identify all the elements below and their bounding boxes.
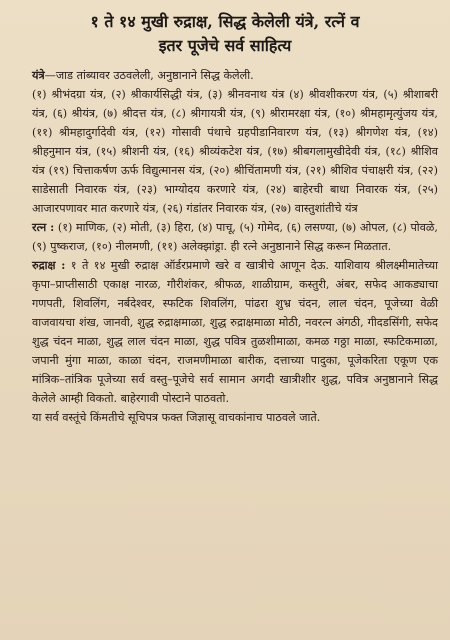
title-line-2: इतर पूजेचे सर्व साहित्य (158, 36, 292, 55)
yantre-intro-text: —जाड तांब्यावर उठवलेली, अनुष्ठानाने सिद्ध केलेली. (44, 69, 254, 82)
footer-note (12, 408, 438, 427)
rudraksha-label: रुद्राक्ष : (32, 258, 66, 272)
yantre-intro-paragraph (12, 66, 438, 85)
ratne-label: रत्न : (32, 220, 55, 234)
ratne-text: (१) माणिक, (२) मोती, (३) हिरा, (४) पाचू, (५) गोमेद, (६) लसण्या, (७) ओपल, (८) पोवळे, (९) पुष्कराज, (१०) नीलमणी, (११) अलेक्झांड्रा. ही रत्ने अनुष्ठानाने सिद्ध करून मिळतात. (32, 221, 438, 253)
yantre-list-paragraph (12, 85, 438, 218)
rudraksha-text: १ ते १४ मुखी रुद्राक्ष ऑर्डरप्रमाणे खरे व खात्रीचे आणून देऊ. याशिवाय श्रीलक्ष्मीमातेच्या कृपा–प्राप्तीसाठी एकाक्ष नारळ, गौरीशंकर, श्रीफळ, शाळीग्राम, कस्तुरी, अंबर, सफेद आकड्याचा गणपती, शिवलिंग, नर्बदेश्वर, स्फटिक शिवलिंग, पांढरा शुभ्र चंदन, लाल चंदन, पूजेच्या वेळी वाजवायचा शंख, जानवी, शुद्ध रुद्राक्षमाळा, शुद्ध रुद्राक्षमाळा मोठी, नवरत्न अंगठी, गीदडसिंगी, सफेद शुद्ध चंदन माळा, शुद्ध लाल चंदन माळा, शुद्ध पवित्र तुळशीमाळा, कमळ गठ्ठा माळा, स्फटिकमाळा, जपानी मुंगा माळा, काळा चंदन, राजमणीमाळा बारीक, दत्ताच्या पादुका, पूजेकरिता एकूण एक मांत्रिक–तांत्रिक पूजेच्या सर्व वस्तु–पूजेचे सर्व सामान अगदी खात्रीशीर शुद्ध, पवित्र अनुष्ठानाने सिद्ध केलेले आम्ही विकतो. बाहेरगावी पोस्टाने पाठवतो. (32, 259, 438, 405)
rudraksha-paragraph (12, 256, 438, 408)
yantre-label: यंत्रे (32, 68, 45, 82)
yantre-list-text: (१) श्रीभंदग्रा यंत्र, (२) श्रीकार्यसिद्धी यंत्र, (३) श्रीनवनाथ यंत्र (४) श्रीवशीकरण यंत्र, (५) श्रीशाबरी यंत्र, (६) श्रीयंत्र, (७) श्रीदत्त यंत्र, (८) श्रीगायत्री यंत्र, (९) श्रीरामरक्षा यंत्र, (१०) श्रीमहामृत्युंजय यंत्र, (११) श्रीमहादुर्गादेवी यंत्र, (१२) गोसावी पंथाचे ग्रहपीडानिवारण यंत्र, (१३) श्रीगणेश यंत्र, (१४) श्रीहनुमान यंत्र, (१५) श्रीशनी यंत्र, (१६) श्रीव्यंकटेश यंत्र, (१७) श्रीबगलामुखीदेवी यंत्र, (१८) श्रीशिव यंत्र (१९) चित्ताकर्षण ऊर्फ विद्युत्मानस यंत्र, (२०) श्रीचिंतामणी यंत्र, (२१) श्रीशिव पंचाक्षरी यंत्र, (२२) साडेसाती निवारक यंत्र, (२३) भाग्योदय करणारे यंत्र, (२४) बाहेरची बाधा निवारक यंत्र, (२५) आजारपणावर मात करणारे यंत्र, (२६) गंडांतर निवारक यंत्र, (२७) वास्तुशांतीचे यंत्र (32, 88, 438, 215)
title-line-1: १ ते १४ मुखी रुद्राक्ष, सिद्ध केलेली यंत्रे, रत्नें व (90, 12, 360, 31)
footer-text: या सर्व वस्तूंचे किंमतीचे सूचिपत्र फक्त जिज्ञासू वाचकांनाच पाठवले जाते. (32, 411, 321, 424)
page-title (12, 10, 438, 58)
document-body (12, 66, 438, 427)
ratne-paragraph (12, 218, 438, 256)
